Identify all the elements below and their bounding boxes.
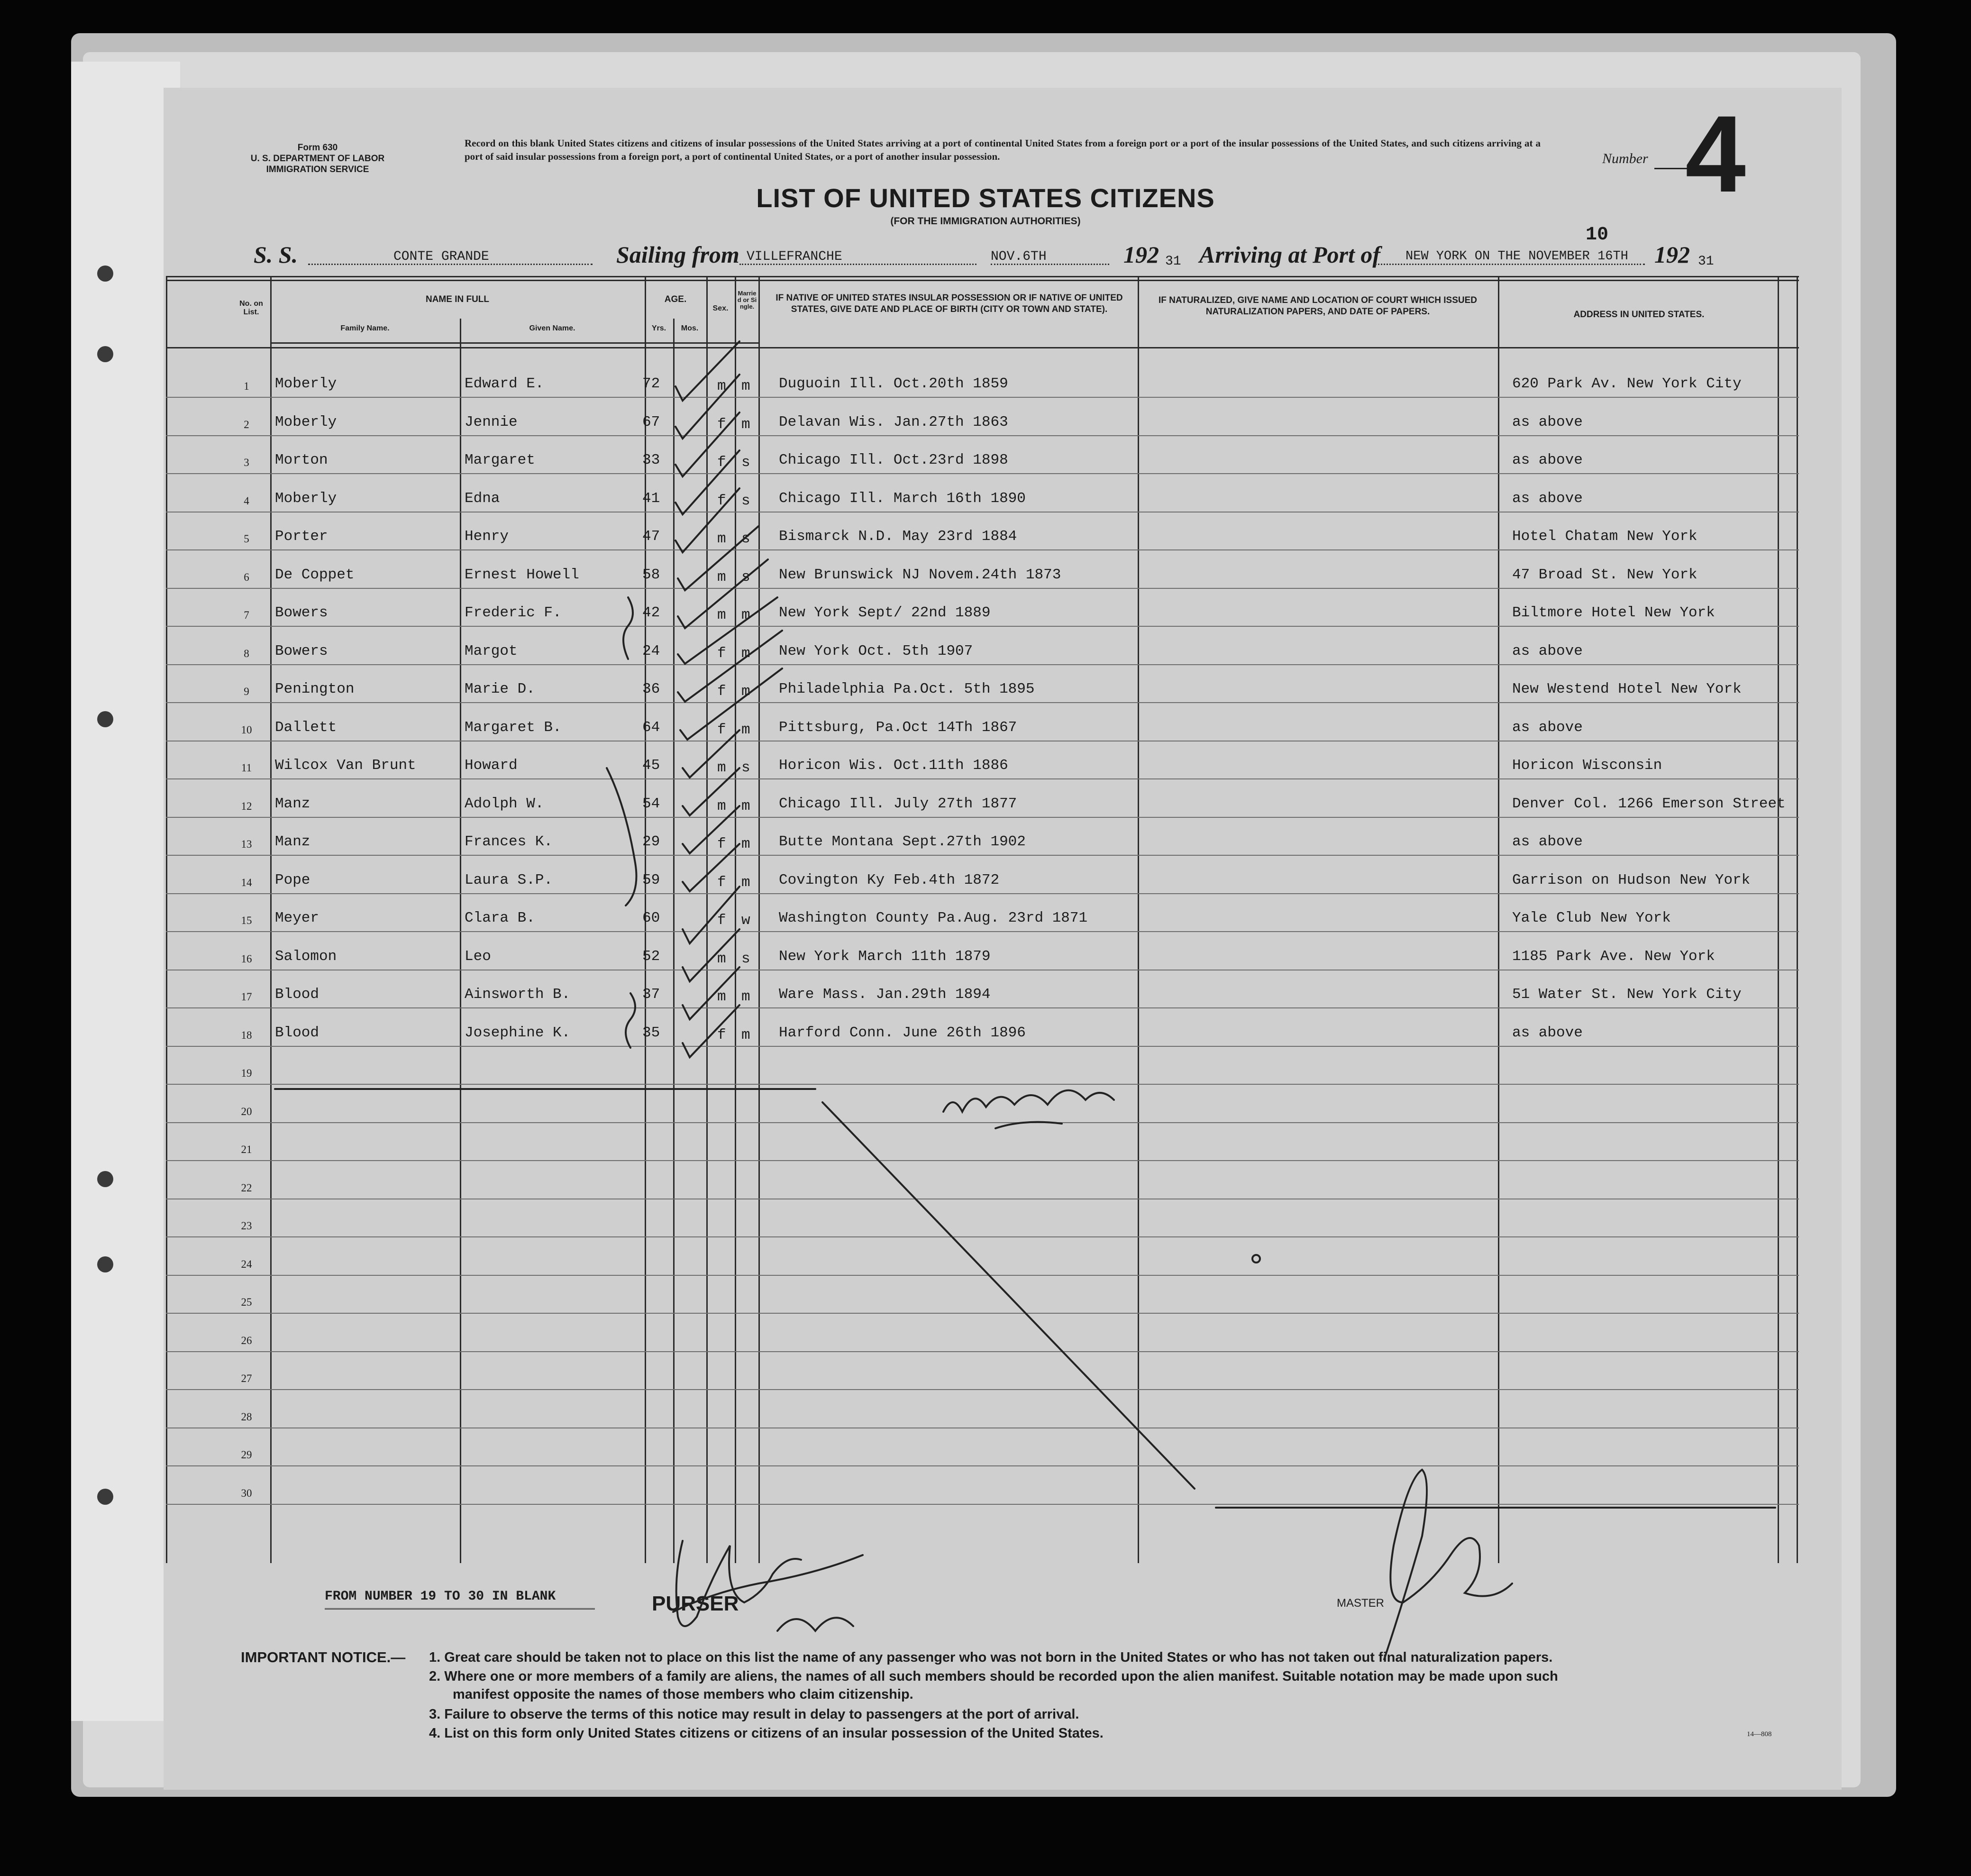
- birth-place-date: Duguoin Ill. Oct.20th 1859: [779, 375, 1008, 392]
- age-years: 67: [642, 413, 660, 430]
- given-name: Josephine K.: [465, 1024, 571, 1041]
- family-name: Meyer: [275, 910, 319, 926]
- family-bracket: [623, 597, 633, 659]
- marital-status: m: [741, 378, 750, 394]
- given-name: Margot: [465, 642, 518, 659]
- family-name: Moberly: [275, 413, 337, 430]
- from-port: VILLEFRANCHE: [747, 249, 842, 264]
- row-number: 20: [241, 1105, 252, 1117]
- us-address: 47 Broad St. New York: [1512, 566, 1697, 583]
- sex: f: [717, 874, 726, 891]
- notice-4: 4. List on this form only United States citizens or citizens of an insular possession of the United States.: [429, 1726, 1104, 1741]
- family-name: Manz: [275, 833, 310, 850]
- us-address: as above: [1512, 642, 1583, 659]
- sex: m: [717, 531, 726, 547]
- age-years: 37: [642, 986, 660, 1003]
- ship-name: CONTE GRANDE: [393, 249, 489, 264]
- header-given-name: Given Name.: [529, 324, 575, 332]
- birth-place-date: Delavan Wis. Jan.27th 1863: [779, 413, 1008, 430]
- us-address: Horicon Wisconsin: [1512, 757, 1662, 774]
- marital-status: m: [741, 645, 750, 662]
- age-years: 54: [642, 795, 660, 812]
- row-number: 26: [241, 1334, 252, 1346]
- master-signature: [1384, 1470, 1512, 1659]
- row-number: 10: [241, 723, 252, 736]
- sex: m: [717, 797, 726, 814]
- marital-status: s: [741, 531, 750, 547]
- family-name: Salomon: [275, 948, 337, 965]
- row-number: 23: [241, 1220, 252, 1232]
- stray-mark: [1252, 1255, 1260, 1263]
- row-number: 12: [241, 800, 252, 812]
- cancel-diagonal: [822, 1102, 1195, 1489]
- given-name: Howard: [465, 757, 518, 774]
- marital-status: m: [741, 683, 750, 700]
- family-name: Blood: [275, 986, 319, 1003]
- us-address: Hotel Chatam New York: [1512, 528, 1697, 545]
- age-years: 41: [642, 490, 660, 507]
- age-years: 60: [642, 910, 660, 926]
- row-number: 9: [244, 686, 249, 697]
- family-name: Pope: [275, 871, 310, 888]
- sex: f: [717, 1026, 726, 1043]
- instructions: Record on this blank United States citizens and citizens of insular possessions of the United States arriving at a port of continental United States from a foreign port or a port of the insular possessions of the United States, and such citizens arriving at a port of said insular possessions from a foreign port, a port of continental United States, or a port of another insular possession.: [465, 137, 1541, 162]
- page-subtitle: (FOR THE IMMIGRATION AUTHORITIES): [890, 216, 1081, 227]
- master-label: MASTER: [1337, 1597, 1385, 1610]
- us-address: New Westend Hotel New York: [1512, 681, 1742, 697]
- family-name: Morton: [275, 452, 328, 468]
- header-family-name: Family Name.: [340, 324, 390, 332]
- row-number: 28: [241, 1410, 252, 1423]
- birth-place-date: Washington County Pa.Aug. 23rd 1871: [779, 910, 1088, 926]
- sex: m: [717, 607, 726, 623]
- birth-place-date: New York Sept/ 22nd 1889: [779, 604, 991, 621]
- notice-2-cont: manifest opposite the names of those members who claim citizenship.: [453, 1687, 913, 1702]
- us-address: Yale Club New York: [1512, 910, 1671, 926]
- birth-place-date: New York Oct. 5th 1907: [779, 642, 973, 659]
- seaman-note-scribble: [943, 1090, 1114, 1128]
- age-years: 47: [642, 528, 660, 545]
- arrival-year: 31: [1698, 254, 1714, 269]
- given-name: Frederic F.: [465, 604, 562, 621]
- given-name: Ainsworth B.: [465, 986, 571, 1003]
- us-address: 620 Park Av. New York City: [1512, 375, 1742, 392]
- pencil-mark: [607, 768, 637, 906]
- form-number: Form 630: [297, 143, 338, 153]
- given-name: Clara B.: [465, 910, 535, 926]
- family-name: Moberly: [275, 490, 337, 507]
- header-address: ADDRESS IN UNITED STATES.: [1573, 310, 1705, 320]
- us-address: as above: [1512, 833, 1583, 850]
- sail-date: NOV.6TH: [991, 249, 1047, 264]
- sex: f: [717, 683, 726, 700]
- purser-label: PURSER: [652, 1592, 739, 1615]
- family-bracket: [626, 993, 635, 1048]
- marital-status: m: [741, 416, 750, 433]
- row-number: 7: [244, 609, 249, 621]
- row-number: 13: [241, 838, 252, 850]
- row-number: 30: [241, 1487, 252, 1499]
- row-number: 25: [241, 1296, 252, 1308]
- row-number: 27: [241, 1373, 252, 1384]
- form-code: 14—808: [1747, 1730, 1772, 1738]
- age-years: 72: [642, 375, 660, 392]
- sex: m: [717, 988, 726, 1005]
- us-address: Garrison on Hudson New York: [1512, 871, 1751, 888]
- birth-place-date: Bismarck N.D. May 23rd 1884: [779, 528, 1017, 545]
- row-number: 11: [241, 762, 252, 774]
- birth-place-date: Chicago Ill. Oct.23rd 1898: [779, 452, 1008, 468]
- age-years: 52: [642, 948, 660, 965]
- given-name: Henry: [465, 528, 509, 545]
- header-naturalized: IF NATURALIZED, GIVE NAME AND LOCATION OF COURT WHICH ISSUED NATURALIZATION PAPERS, AND DATE OF PAPERS.: [1158, 295, 1477, 317]
- row-number: 22: [241, 1181, 252, 1194]
- row-number: 29: [241, 1449, 252, 1461]
- marital-status: m: [741, 874, 750, 891]
- marital-status: m: [741, 836, 750, 852]
- given-name: Marie D.: [465, 681, 535, 697]
- us-address: as above: [1512, 1024, 1583, 1041]
- age-years: 59: [642, 871, 660, 888]
- row-number: 5: [244, 533, 249, 545]
- us-address: Biltmore Hotel New York: [1512, 604, 1715, 621]
- sex: m: [717, 568, 726, 586]
- birth-place-date: Pittsburg, Pa.Oct 14Th 1867: [779, 719, 1017, 736]
- sex: m: [717, 378, 726, 394]
- birth-place-date: Harford Conn. June 26th 1896: [779, 1024, 1026, 1041]
- marital-status: s: [741, 492, 750, 509]
- check-marks: [675, 341, 782, 1057]
- sex: f: [717, 912, 726, 929]
- age-years: 33: [642, 452, 660, 468]
- header-name-in-full: NAME IN FULL: [425, 294, 490, 304]
- birth-place-date: Horicon Wis. Oct.11th 1886: [779, 757, 1008, 774]
- family-name: Bowers: [275, 642, 328, 659]
- header-sex: Sex.: [712, 304, 729, 312]
- service: IMMIGRATION SERVICE: [266, 165, 369, 174]
- header-no: No. on List.: [239, 300, 263, 316]
- us-address: as above: [1512, 490, 1583, 507]
- purser-signature: [673, 1541, 863, 1631]
- list-number: 4: [1685, 93, 1746, 215]
- marital-status: m: [741, 721, 750, 738]
- birth-place-date: Ware Mass. Jan.29th 1894: [779, 986, 991, 1003]
- blank-note: FROM NUMBER 19 TO 30 IN BLANK: [325, 1589, 556, 1604]
- birth-place-date: Butte Montana Sept.27th 1902: [779, 833, 1026, 850]
- marital-status: m: [741, 1026, 750, 1043]
- family-name: Moberly: [275, 375, 337, 392]
- us-address: 51 Water St. New York City: [1512, 986, 1742, 1003]
- birth-place-date: Chicago Ill. March 16th 1890: [779, 490, 1026, 507]
- notice-3: 3. Failure to observe the terms of this notice may result in delay to passengers at the port of arrival.: [429, 1707, 1079, 1722]
- sail-year: 31: [1165, 254, 1181, 269]
- birth-place-date: Chicago Ill. July 27th 1877: [779, 795, 1017, 812]
- year-prefix: 192: [1123, 241, 1159, 268]
- row-number: 6: [244, 571, 249, 583]
- row-number: 2: [244, 418, 249, 430]
- given-name: Laura S.P.: [465, 871, 553, 888]
- arrival-date-correction: 10: [1586, 224, 1609, 246]
- notice-heading: IMPORTANT NOTICE.—: [241, 1649, 406, 1666]
- row-number: 16: [241, 952, 252, 965]
- us-address: as above: [1512, 719, 1583, 736]
- us-address: as above: [1512, 452, 1583, 468]
- row-number: 19: [241, 1067, 252, 1079]
- family-name: De Coppet: [275, 566, 355, 583]
- age-years: 36: [642, 681, 660, 697]
- age-years: 64: [642, 719, 660, 736]
- given-name: Ernest Howell: [465, 566, 579, 583]
- notice-1: 1. Great care should be taken not to place on this list the name of any passenger who was not born in the United States or who has not taken out final naturalization papers.: [429, 1650, 1553, 1665]
- header-yrs: Yrs.: [651, 324, 666, 332]
- department: U. S. DEPARTMENT OF LABOR: [250, 154, 385, 164]
- row-number: 4: [244, 494, 249, 507]
- number-label: Number: [1602, 151, 1648, 166]
- sex: f: [717, 721, 726, 738]
- family-name: Wilcox Van Brunt: [275, 757, 416, 774]
- row-number: 3: [244, 457, 249, 468]
- marital-status: s: [741, 568, 750, 586]
- sex: f: [717, 836, 726, 852]
- row-number: 17: [241, 991, 252, 1003]
- arrival-port-date: NEW YORK ON THE NOVEMBER 16TH: [1405, 249, 1628, 264]
- family-name: Dallett: [275, 719, 337, 736]
- age-years: 35: [642, 1024, 660, 1041]
- row-number: 8: [244, 647, 249, 659]
- us-address: Denver Col. 1266 Emerson Street: [1512, 795, 1786, 812]
- family-name: Manz: [275, 795, 310, 812]
- row-number: 24: [241, 1258, 252, 1270]
- header-age: AGE.: [664, 294, 687, 304]
- given-name: Frances K.: [465, 833, 553, 850]
- birth-place-date: Philadelphia Pa.Oct. 5th 1895: [779, 681, 1035, 697]
- us-address: 1185 Park Ave. New York: [1512, 948, 1715, 965]
- us-address: as above: [1512, 413, 1583, 430]
- given-name: Edna: [465, 490, 500, 507]
- marital-status: w: [741, 912, 750, 929]
- header-mos: Mos.: [681, 324, 699, 332]
- marital-status: m: [741, 988, 750, 1005]
- arrival-year-prefix: 192: [1654, 241, 1690, 268]
- arriving-label: Arriving at Port of: [1199, 241, 1380, 268]
- header-birth: IF NATIVE OF UNITED STATES INSULAR POSSESSION OR IF NATIVE OF UNITED STATES, GIVE DATE AND PLACE OF BIRTH (CITY OR TOWN AND STATE).: [776, 293, 1123, 314]
- marital-status: m: [741, 797, 750, 814]
- given-name: Adolph W.: [465, 795, 544, 812]
- age-years: 58: [642, 566, 660, 583]
- sailing-label: Sailing from: [616, 241, 739, 268]
- marital-status: m: [741, 607, 750, 623]
- notice-2: 2. Where one or more members of a family are aliens, the names of all such members should be recorded upon the alien manifest. Suitable notation may be made upon such: [429, 1669, 1558, 1684]
- sex: f: [717, 454, 726, 471]
- sex: f: [717, 492, 726, 509]
- ss-label: S. S.: [254, 241, 298, 268]
- age-years: 45: [642, 757, 660, 774]
- age-years: 24: [642, 642, 660, 659]
- row-number: 1: [244, 380, 249, 392]
- family-name: Blood: [275, 1024, 319, 1041]
- family-name: Penington: [275, 681, 355, 697]
- family-name: Porter: [275, 528, 328, 545]
- marital-status: s: [741, 760, 750, 776]
- birth-place-date: New Brunswick NJ Novem.24th 1873: [779, 566, 1061, 583]
- given-name: Leo: [465, 948, 491, 965]
- sex: m: [717, 950, 726, 967]
- row-number: 14: [241, 876, 252, 888]
- sex: f: [717, 416, 726, 433]
- sex: m: [717, 760, 726, 776]
- row-number: 15: [241, 915, 252, 926]
- given-name: Margaret: [465, 452, 535, 468]
- marital-status: s: [741, 454, 750, 471]
- header-married-single: Married or Single.: [737, 290, 757, 310]
- given-name: Jennie: [465, 413, 518, 430]
- birth-place-date: New York March 11th 1879: [779, 948, 991, 965]
- given-name: Margaret B.: [465, 719, 562, 736]
- birth-place-date: Covington Ky Feb.4th 1872: [779, 871, 1000, 888]
- page-title: LIST OF UNITED STATES CITIZENS: [756, 183, 1215, 213]
- marital-status: s: [741, 950, 750, 967]
- sex: f: [717, 645, 726, 662]
- age-years: 42: [642, 604, 660, 621]
- family-name: Bowers: [275, 604, 328, 621]
- age-years: 29: [642, 833, 660, 850]
- given-name: Edward E.: [465, 375, 544, 392]
- row-number: 18: [241, 1029, 252, 1041]
- row-number: 21: [241, 1144, 252, 1155]
